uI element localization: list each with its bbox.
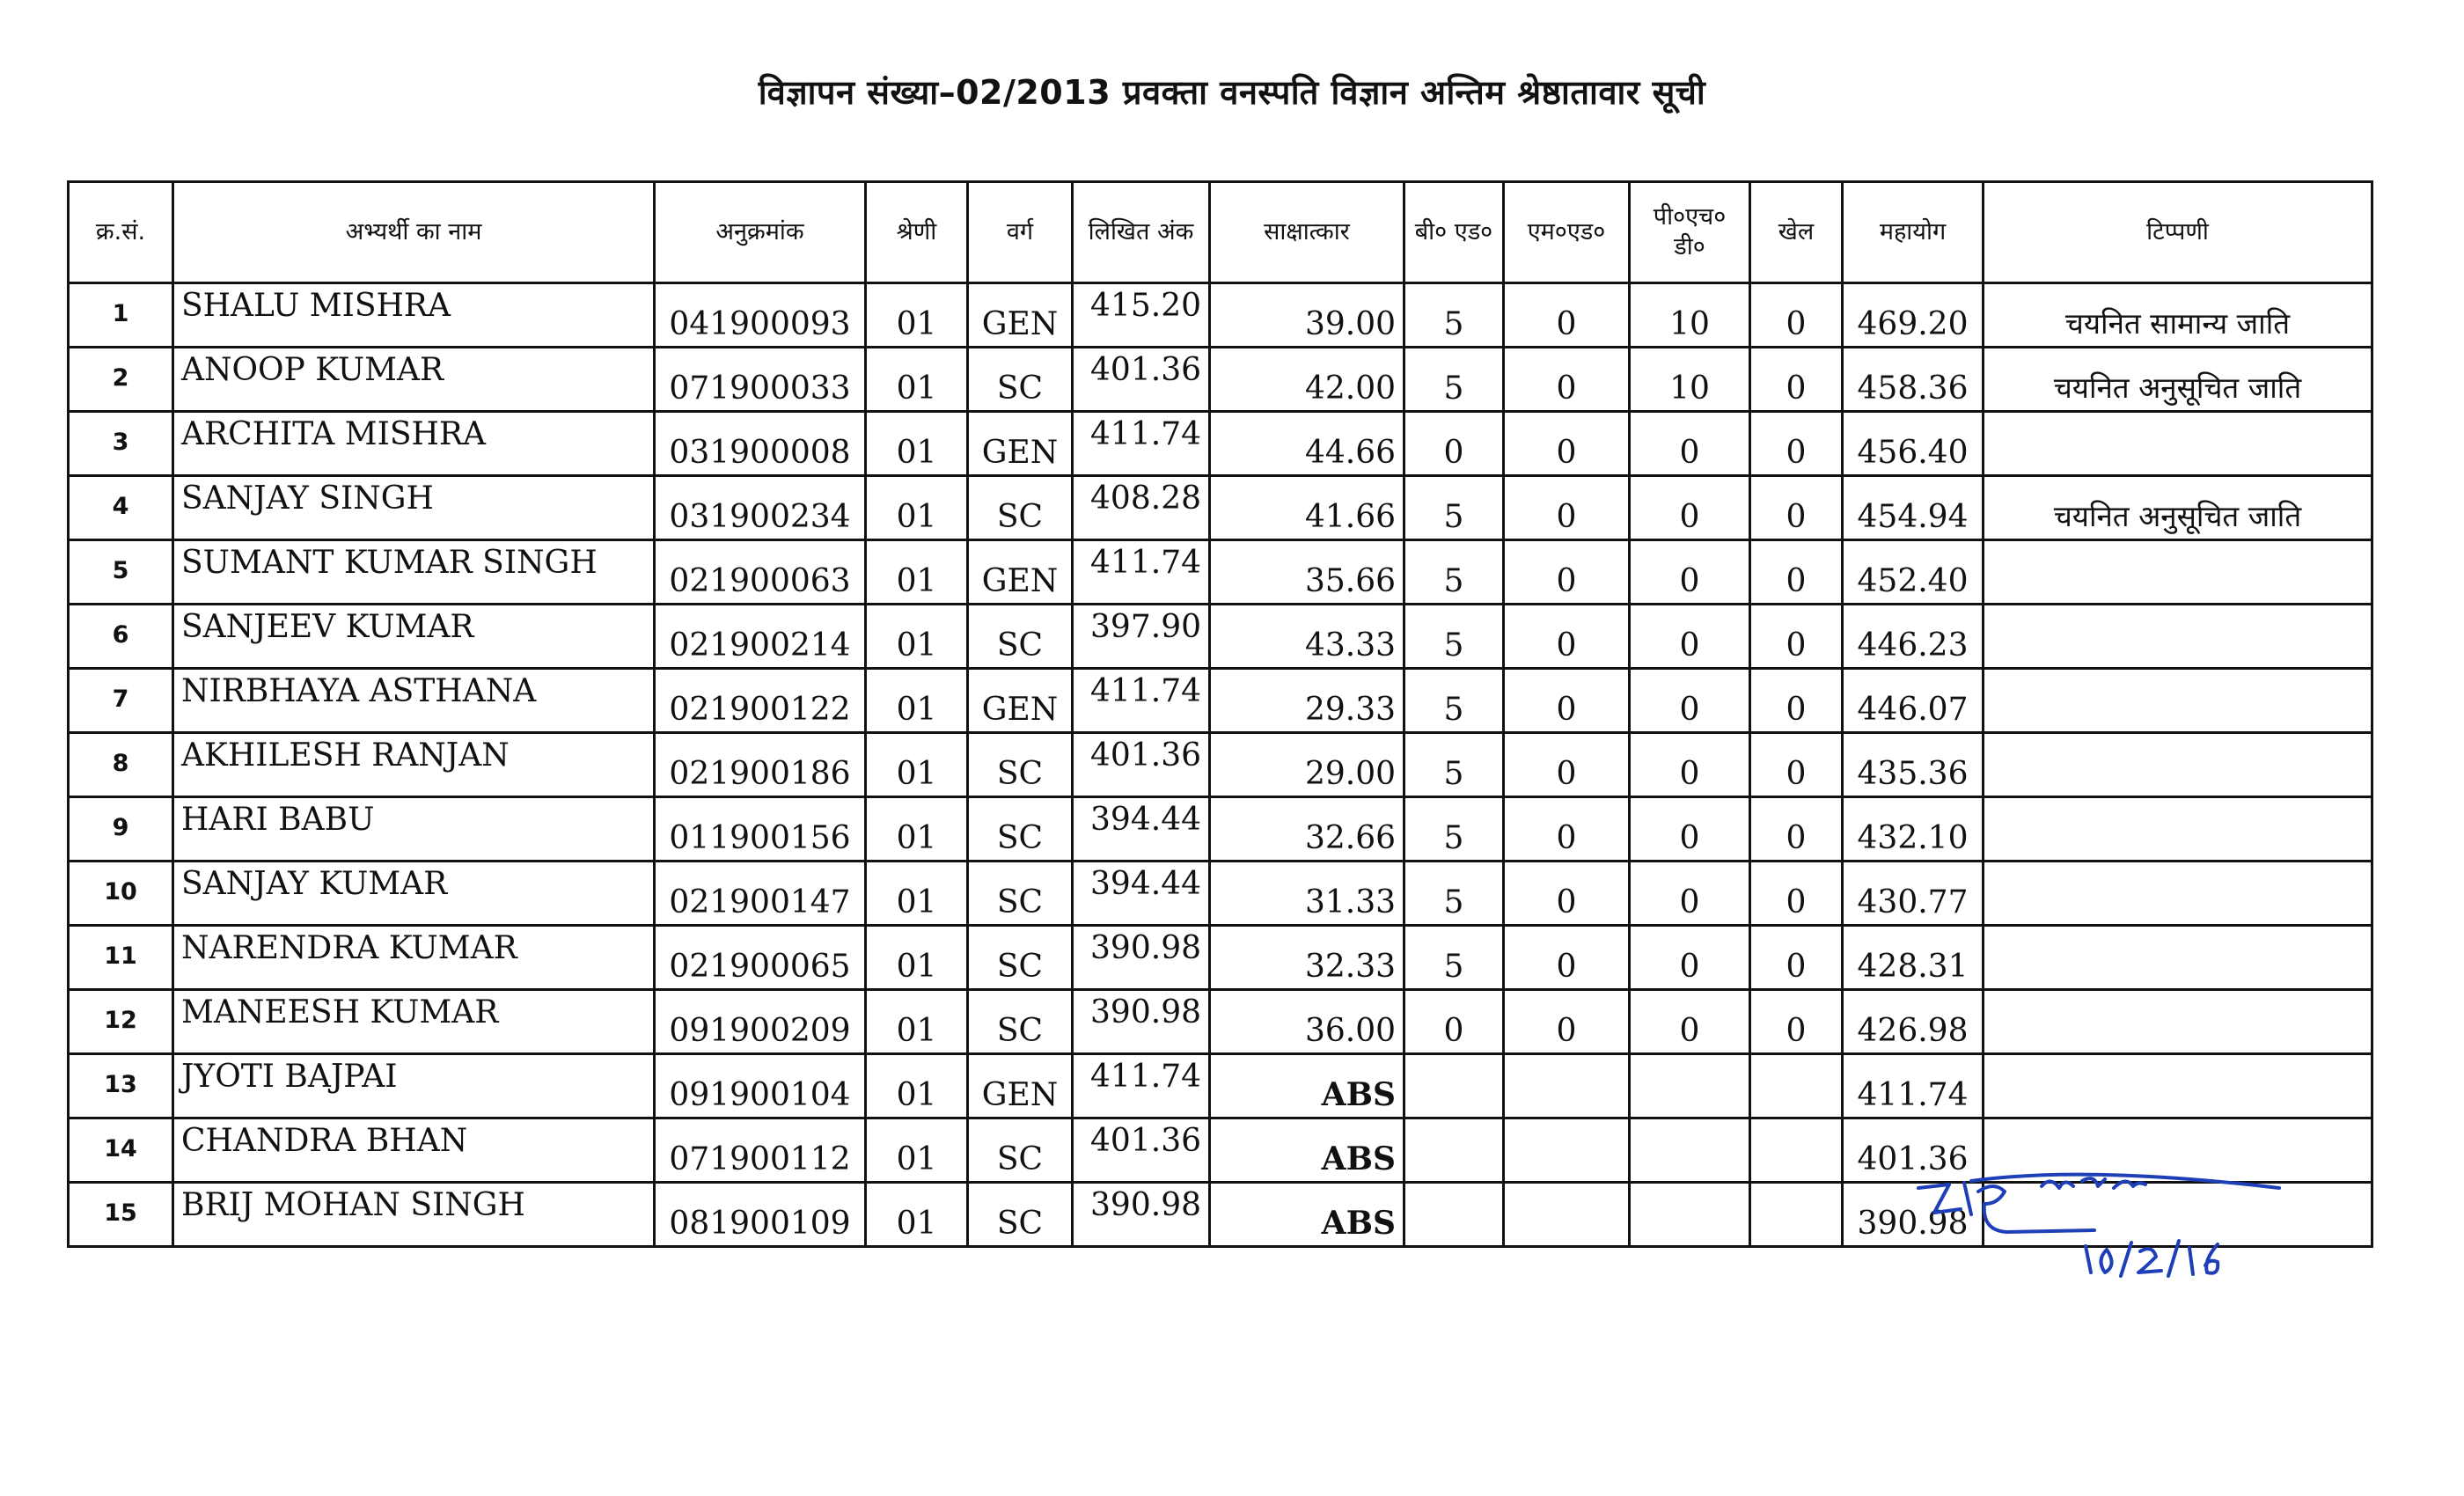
med-marks-cell: 0 (1504, 926, 1630, 990)
interview-marks-cell: ABS (1210, 1054, 1404, 1118)
interview-marks-cell: 43.33 (1210, 605, 1404, 669)
sports-marks-cell: 0 (1750, 283, 1843, 348)
col-header-remarks: टिप्पणी (1984, 182, 2372, 283)
category-level-cell: 01 (866, 990, 968, 1054)
grand-total-cell: 432.10 (1843, 797, 1984, 862)
sports-marks-cell: 0 (1750, 797, 1843, 862)
table-row (69, 348, 2372, 412)
phd-marks-cell: 0 (1630, 733, 1750, 797)
phd-marks-cell: 0 (1630, 540, 1750, 605)
written-marks-cell: 390.98 (1073, 926, 1210, 990)
med-marks-cell (1504, 1054, 1630, 1118)
roll-no-cell: 091900104 (655, 1054, 866, 1118)
sports-marks-cell (1750, 1054, 1843, 1118)
sports-marks-cell (1750, 1118, 1843, 1183)
sports-marks-cell: 0 (1750, 605, 1843, 669)
remarks-cell (1984, 669, 2372, 733)
serial-no-cell: 11 (69, 926, 173, 990)
sports-marks-cell: 0 (1750, 733, 1843, 797)
bed-marks-cell: 5 (1404, 283, 1504, 348)
serial-no-cell: 7 (69, 669, 173, 733)
col-header-med: एम०एड० (1504, 182, 1630, 283)
interview-marks-cell: 36.00 (1210, 990, 1404, 1054)
phd-marks-cell: 0 (1630, 862, 1750, 926)
category-level-cell: 01 (866, 926, 968, 990)
col-header-interview: साक्षात्कार (1210, 182, 1404, 283)
interview-marks-cell: ABS (1210, 1183, 1404, 1247)
phd-marks-cell: 0 (1630, 605, 1750, 669)
grand-total-cell: 456.40 (1843, 412, 1984, 476)
serial-no-cell: 1 (69, 283, 173, 348)
sports-marks-cell: 0 (1750, 476, 1843, 540)
sports-marks-cell (1750, 1183, 1843, 1247)
written-marks-cell: 408.28 (1073, 476, 1210, 540)
roll-no-cell: 021900214 (655, 605, 866, 669)
grand-total-cell: 435.36 (1843, 733, 1984, 797)
category-level-cell: 01 (866, 605, 968, 669)
bed-marks-cell (1404, 1054, 1504, 1118)
class-cell: SC (968, 1183, 1073, 1247)
interview-marks-cell: 32.66 (1210, 797, 1404, 862)
remarks-cell (1984, 1054, 2372, 1118)
bed-marks-cell: 5 (1404, 797, 1504, 862)
bed-marks-cell: 5 (1404, 348, 1504, 412)
interview-marks-cell: 42.00 (1210, 348, 1404, 412)
table-row (69, 412, 2372, 476)
candidate-name-cell: SHALU MISHRA (173, 283, 655, 348)
phd-marks-cell: 0 (1630, 669, 1750, 733)
sports-marks-cell: 0 (1750, 412, 1843, 476)
class-cell: SC (968, 733, 1073, 797)
table-row (69, 540, 2372, 605)
serial-no-cell: 9 (69, 797, 173, 862)
sports-marks-cell: 0 (1750, 862, 1843, 926)
sports-marks-cell: 0 (1750, 540, 1843, 605)
col-header-grand-total: महायोग (1843, 182, 1984, 283)
col-header-serial-no: क्र.सं. (69, 182, 173, 283)
med-marks-cell: 0 (1504, 862, 1630, 926)
merit-list-table (67, 180, 2373, 1248)
category-level-cell: 01 (866, 348, 968, 412)
category-level-cell: 01 (866, 412, 968, 476)
merit-list-table-wrapper (67, 180, 2371, 1248)
written-marks-cell: 390.98 (1073, 990, 1210, 1054)
written-marks-cell: 401.36 (1073, 348, 1210, 412)
col-header-sports: खेल (1750, 182, 1843, 283)
written-marks-cell: 394.44 (1073, 862, 1210, 926)
interview-marks-cell: 29.00 (1210, 733, 1404, 797)
grand-total-cell: 426.98 (1843, 990, 1984, 1054)
table-row (69, 733, 2372, 797)
roll-no-cell: 021900147 (655, 862, 866, 926)
bed-marks-cell: 5 (1404, 540, 1504, 605)
med-marks-cell: 0 (1504, 990, 1630, 1054)
candidate-name-cell: ANOOP KUMAR (173, 348, 655, 412)
col-header-bed: बी० एड० (1404, 182, 1504, 283)
table-row (69, 862, 2372, 926)
remarks-cell (1984, 926, 2372, 990)
remarks-cell (1984, 990, 2372, 1054)
roll-no-cell: 031900234 (655, 476, 866, 540)
phd-marks-cell: 10 (1630, 348, 1750, 412)
grand-total-cell: 458.36 (1843, 348, 1984, 412)
class-cell: GEN (968, 412, 1073, 476)
written-marks-cell: 394.44 (1073, 797, 1210, 862)
med-marks-cell: 0 (1504, 348, 1630, 412)
category-level-cell: 01 (866, 797, 968, 862)
bed-marks-cell (1404, 1183, 1504, 1247)
class-cell: SC (968, 926, 1073, 990)
roll-no-cell: 071900112 (655, 1118, 866, 1183)
grand-total-cell: 390.98 (1843, 1183, 1984, 1247)
class-cell: GEN (968, 1054, 1073, 1118)
remarks-cell: चयनित अनुसूचित जाति (1984, 476, 2372, 540)
candidate-name-cell: SUMANT KUMAR SINGH (173, 540, 655, 605)
sports-marks-cell: 0 (1750, 348, 1843, 412)
sports-marks-cell: 0 (1750, 669, 1843, 733)
written-marks-cell: 401.36 (1073, 733, 1210, 797)
class-cell: SC (968, 862, 1073, 926)
interview-marks-cell: 44.66 (1210, 412, 1404, 476)
phd-marks-cell: 0 (1630, 476, 1750, 540)
med-marks-cell: 0 (1504, 605, 1630, 669)
candidate-name-cell: CHANDRA BHAN (173, 1118, 655, 1183)
phd-marks-cell: 0 (1630, 412, 1750, 476)
candidate-name-cell: BRIJ MOHAN SINGH (173, 1183, 655, 1247)
class-cell: SC (968, 605, 1073, 669)
candidate-name-cell: SANJAY SINGH (173, 476, 655, 540)
roll-no-cell: 021900063 (655, 540, 866, 605)
phd-marks-cell: 0 (1630, 926, 1750, 990)
table-body (69, 283, 2372, 1247)
class-cell: SC (968, 797, 1073, 862)
med-marks-cell: 0 (1504, 412, 1630, 476)
remarks-cell (1984, 862, 2372, 926)
med-marks-cell (1504, 1118, 1630, 1183)
candidate-name-cell: AKHILESH RANJAN (173, 733, 655, 797)
table-row (69, 283, 2372, 348)
serial-no-cell: 12 (69, 990, 173, 1054)
category-level-cell: 01 (866, 540, 968, 605)
med-marks-cell (1504, 1183, 1630, 1247)
med-marks-cell: 0 (1504, 669, 1630, 733)
candidate-name-cell: SANJEEV KUMAR (173, 605, 655, 669)
grand-total-cell: 430.77 (1843, 862, 1984, 926)
serial-no-cell: 2 (69, 348, 173, 412)
remarks-cell (1984, 412, 2372, 476)
class-cell: GEN (968, 540, 1073, 605)
remarks-cell (1984, 540, 2372, 605)
interview-marks-cell: 39.00 (1210, 283, 1404, 348)
category-level-cell: 01 (866, 862, 968, 926)
phd-marks-cell (1630, 1118, 1750, 1183)
grand-total-cell: 411.74 (1843, 1054, 1984, 1118)
grand-total-cell: 446.07 (1843, 669, 1984, 733)
sports-marks-cell: 0 (1750, 990, 1843, 1054)
roll-no-cell: 081900109 (655, 1183, 866, 1247)
candidate-name-cell: ARCHITA MISHRA (173, 412, 655, 476)
bed-marks-cell: 5 (1404, 669, 1504, 733)
med-marks-cell: 0 (1504, 540, 1630, 605)
class-cell: SC (968, 990, 1073, 1054)
roll-no-cell: 021900186 (655, 733, 866, 797)
table-row (69, 669, 2372, 733)
remarks-cell (1984, 605, 2372, 669)
roll-no-cell: 021900065 (655, 926, 866, 990)
category-level-cell: 01 (866, 1054, 968, 1118)
interview-marks-cell: 35.66 (1210, 540, 1404, 605)
med-marks-cell: 0 (1504, 797, 1630, 862)
class-cell: GEN (968, 669, 1073, 733)
bed-marks-cell: 5 (1404, 733, 1504, 797)
interview-marks-cell: 41.66 (1210, 476, 1404, 540)
col-header-roll-no: अनुक्रमांक (655, 182, 866, 283)
col-header-category-level: श्रेणी (866, 182, 968, 283)
interview-marks-cell: ABS (1210, 1118, 1404, 1183)
roll-no-cell: 021900122 (655, 669, 866, 733)
remarks-cell (1984, 797, 2372, 862)
candidate-name-cell: NARENDRA KUMAR (173, 926, 655, 990)
written-marks-cell: 411.74 (1073, 412, 1210, 476)
med-marks-cell: 0 (1504, 476, 1630, 540)
candidate-name-cell: HARI BABU (173, 797, 655, 862)
grand-total-cell: 401.36 (1843, 1118, 1984, 1183)
grand-total-cell: 454.94 (1843, 476, 1984, 540)
candidate-name-cell: JYOTI BAJPAI (173, 1054, 655, 1118)
table-row (69, 605, 2372, 669)
table-row (69, 926, 2372, 990)
roll-no-cell: 031900008 (655, 412, 866, 476)
serial-no-cell: 14 (69, 1118, 173, 1183)
sports-marks-cell: 0 (1750, 926, 1843, 990)
serial-no-cell: 8 (69, 733, 173, 797)
serial-no-cell: 6 (69, 605, 173, 669)
category-level-cell: 01 (866, 669, 968, 733)
col-header-candidate-name: अभ्यर्थी का नाम (173, 182, 655, 283)
serial-no-cell: 15 (69, 1183, 173, 1247)
roll-no-cell: 011900156 (655, 797, 866, 862)
written-marks-cell: 415.20 (1073, 283, 1210, 348)
category-level-cell: 01 (866, 476, 968, 540)
table-row (69, 797, 2372, 862)
category-level-cell: 01 (866, 283, 968, 348)
col-header-class: वर्ग (968, 182, 1073, 283)
document-title: विज्ञापन संख्या–02/2013 प्रवक्ता वनस्पति विज्ञान अन्तिम श्रेष्ठातावार सूची (758, 73, 1706, 112)
bed-marks-cell (1404, 1118, 1504, 1183)
class-cell: SC (968, 476, 1073, 540)
grand-total-cell: 452.40 (1843, 540, 1984, 605)
class-cell: SC (968, 1118, 1073, 1183)
interview-marks-cell: 32.33 (1210, 926, 1404, 990)
phd-marks-cell (1630, 1054, 1750, 1118)
phd-marks-cell (1630, 1183, 1750, 1247)
remarks-cell (1984, 733, 2372, 797)
med-marks-cell: 0 (1504, 283, 1630, 348)
written-marks-cell: 411.74 (1073, 540, 1210, 605)
bed-marks-cell: 5 (1404, 926, 1504, 990)
written-marks-cell: 411.74 (1073, 669, 1210, 733)
grand-total-cell: 446.23 (1843, 605, 1984, 669)
col-header-phd: पी०एच० डी० (1630, 182, 1750, 283)
bed-marks-cell: 0 (1404, 412, 1504, 476)
category-level-cell: 01 (866, 1118, 968, 1183)
serial-no-cell: 5 (69, 540, 173, 605)
table-row (69, 990, 2372, 1054)
remarks-cell: चयनित सामान्य जाति (1984, 283, 2372, 348)
category-level-cell: 01 (866, 1183, 968, 1247)
written-marks-cell: 401.36 (1073, 1118, 1210, 1183)
bed-marks-cell: 5 (1404, 862, 1504, 926)
roll-no-cell: 071900033 (655, 348, 866, 412)
candidate-name-cell: NIRBHAYA ASTHANA (173, 669, 655, 733)
candidate-name-cell: SANJAY KUMAR (173, 862, 655, 926)
serial-no-cell: 10 (69, 862, 173, 926)
grand-total-cell: 469.20 (1843, 283, 1984, 348)
bed-marks-cell: 5 (1404, 476, 1504, 540)
med-marks-cell: 0 (1504, 733, 1630, 797)
roll-no-cell: 041900093 (655, 283, 866, 348)
header-row (69, 182, 2372, 283)
handwritten-signature (1910, 1162, 2297, 1285)
phd-marks-cell: 10 (1630, 283, 1750, 348)
interview-marks-cell: 29.33 (1210, 669, 1404, 733)
class-cell: GEN (968, 283, 1073, 348)
table-row (69, 476, 2372, 540)
written-marks-cell: 411.74 (1073, 1054, 1210, 1118)
interview-marks-cell: 31.33 (1210, 862, 1404, 926)
category-level-cell: 01 (866, 733, 968, 797)
written-marks-cell: 390.98 (1073, 1183, 1210, 1247)
table-row (69, 1054, 2372, 1118)
bed-marks-cell: 5 (1404, 605, 1504, 669)
bed-marks-cell: 0 (1404, 990, 1504, 1054)
phd-marks-cell: 0 (1630, 990, 1750, 1054)
phd-marks-cell: 0 (1630, 797, 1750, 862)
remarks-cell: चयनित अनुसूचित जाति (1984, 348, 2372, 412)
written-marks-cell: 397.90 (1073, 605, 1210, 669)
grand-total-cell: 428.31 (1843, 926, 1984, 990)
candidate-name-cell: MANEESH KUMAR (173, 990, 655, 1054)
serial-no-cell: 4 (69, 476, 173, 540)
roll-no-cell: 091900209 (655, 990, 866, 1054)
class-cell: SC (968, 348, 1073, 412)
serial-no-cell: 3 (69, 412, 173, 476)
col-header-written-marks: लिखित अंक (1073, 182, 1210, 283)
serial-no-cell: 13 (69, 1054, 173, 1118)
